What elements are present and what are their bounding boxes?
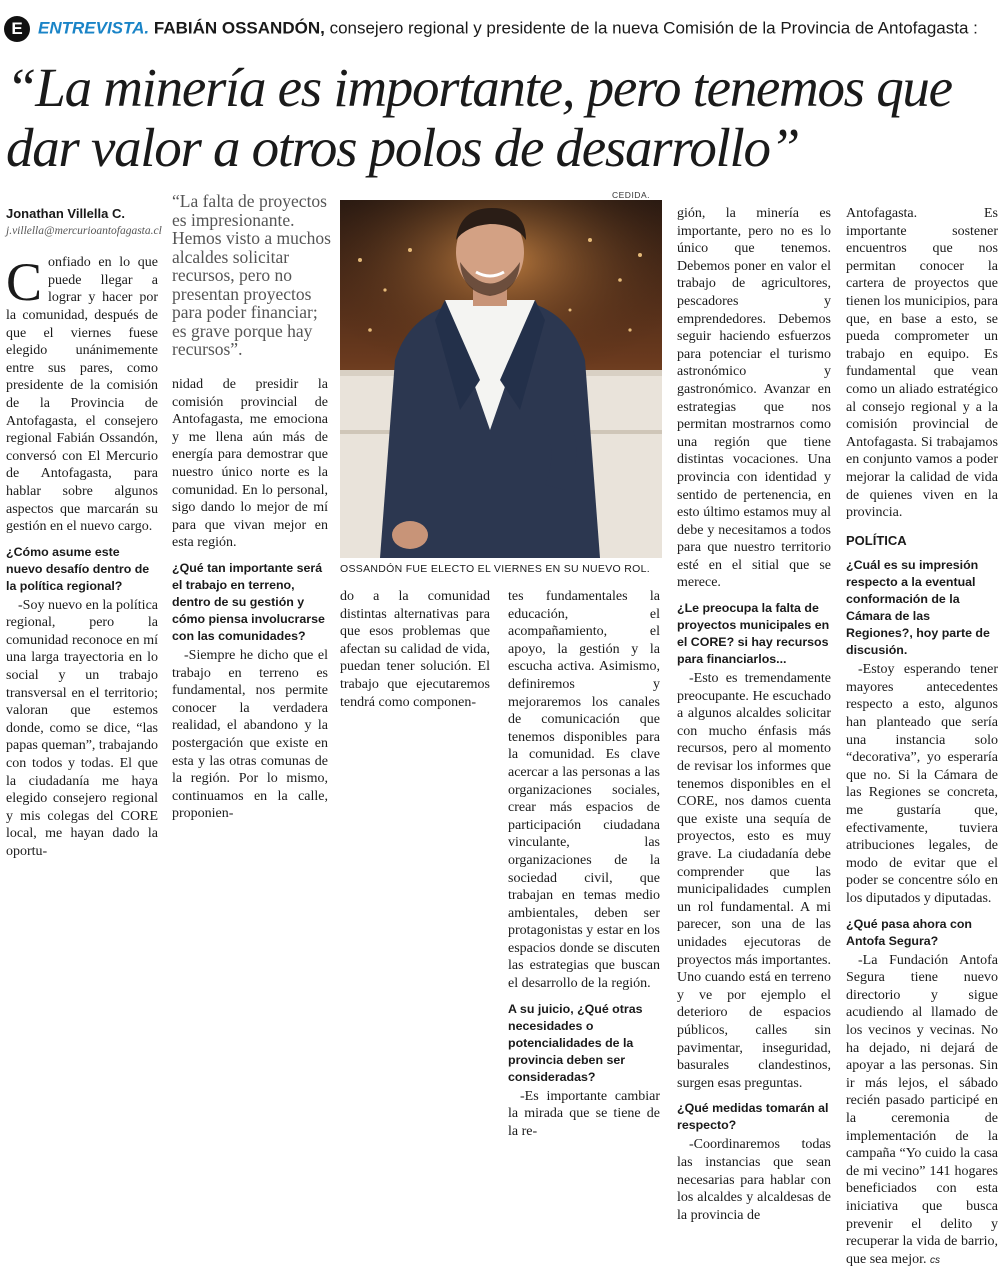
question-7: ¿Qué pasa ahora con Antofa Segura?: [846, 916, 973, 948]
end-mark: cs: [929, 1254, 940, 1266]
photo-credit: CEDIDA.: [612, 190, 650, 200]
byline-email: j.villella@mercurioantofagasta.cl: [6, 224, 162, 237]
answer-5: -Coordinaremos todas las instancias que sean necesarias para hablar con los alcaldes y alcaldesas de la provincia de: [677, 1137, 831, 1223]
answer-1: -Soy nuevo en la política regional, pero la comunidad reconoce en mí una larga trayectoria en lo social y un trabajo transversal en el territorio; valoran que estemos donde, como se dice, “las papas queman”, trabajando con todos y todas. El que la ciudadanía me haya elegido consejero regional y mis colegas del CORE local, me hayan dado la oportu-: [6, 597, 158, 859]
portrait-illustration: [340, 200, 662, 558]
kicker-section: ENTREVISTA.: [38, 18, 150, 38]
answer-2-continued: do a la comunidad distintas alternativas para que esos problemas que afectan su calidad de vida, puedan tener solución. El trabajo que ejecutaremos tendrá como componen-: [340, 589, 490, 710]
portrait-photo: [340, 200, 662, 558]
question-4: ¿Le preocupa la falta de proyectos municipales en el CORE? si hay recursos para financiarlos...: [677, 601, 830, 667]
answer-7-text: -La Fundación Antofa Segura tiene nuevo directorio y sigue acudiendo al llamado de los vecinos y vecinas. No ha dejado, ni dejará de apoyar a las personas. Sin ir más lejos, el sábado recién pasado participé en la ceremonia de implementación de la campaña “Yo cuido la casa de mi vecino” 141 hogares beneficiados con esta iniciativa que busca prevenir el delito y recuperar la vida de barrio, que sea mejor.: [846, 952, 998, 1267]
kicker-line: [4, 16, 994, 44]
column-1: [6, 205, 162, 861]
kicker-description: consejero regional y presidente de la nueva Comisión de la Provincia de Antofagasta :: [324, 18, 978, 38]
headline: “La minería es importante, pero tenemos que dar valor a otros polos de desarrollo”: [6, 57, 952, 178]
question-3: A su juicio, ¿Qué otras necesidades o potencialidades de la provincia deben ser consideradas?: [508, 1001, 643, 1084]
intro-paragraph: [6, 254, 158, 536]
column-6: [846, 205, 998, 1269]
section-badge: E: [4, 16, 30, 42]
answer-1-continued: nidad de presidir la comisión provincial de Antofagasta, me emociona y me llena aún más de energía para demostrar que nuestro único norte es la comunidad. En lo personal, sigo dando lo mejor de mí para que vivan mejor en esta región.: [172, 377, 328, 551]
answer-2: -Siempre he dicho que el trabajo en terreno es fundamental, nos permite conocer la verdadera realidad, el abandono y la postergación que existe en esta y las otras comunas de la región. Por lo mismo, continuamos en la calle, proponien-: [172, 647, 328, 822]
answer-7: [846, 952, 998, 1269]
question-5: ¿Qué medidas tomarán al respecto?: [677, 1101, 829, 1133]
question-2: ¿Qué tan importante será el trabajo en terreno, dentro de su gestión y cómo piensa involucrarse con las comunidades?: [172, 560, 325, 643]
section-heading: POLÍTICA: [846, 532, 907, 548]
kicker-name: FABIÁN OSSANDÓN,: [153, 18, 325, 38]
answer-4: -Esto es tremendamente preocupante. He escuchado a algunos alcaldes solicitar con mucho énfasis más recursos, pero al momento de revisar los informes que tenemos disponibles en el CORE, nos damos cuenta que existe una sequía de proyectos, esto es muy grave. La ciudadanía debe comprender que las municipalidades cumplen un rol fundamental. A mi parecer, son una de las unidades ejecutoras de proyectos más importantes. Uno cuando está en terreno y ve por ejemplo el deterioro de espacios públicos, calles sin pavimentar, inseguridad, basurales clandestinos, surgen esas preguntas.: [677, 671, 831, 1091]
photo-caption: OSSANDÓN FUE ELECTO EL VIERNES EN SU NUEVO ROL.: [340, 563, 650, 575]
intro-text: onfiado en lo que puede llegar a lograr y hacer por la comunidad, después de que el viernes fuese elegido unánimemente entre sus pares, como presidente de la comisión de la Provincia de Antofagasta, el consejero regional Fabián Ossandón, conversó con El Mercurio de Antofagasta, para hablar sobre algunos aspectos que marcarán su gestión en el nuevo cargo.: [6, 255, 158, 535]
question-1: ¿Cómo asume este nuevo desafío dentro de la política regional?: [6, 544, 150, 593]
answer-3: -Es importante cambiar la mirada que se tiene de la re-: [508, 1088, 660, 1139]
answer-3-continued: gión, la minería es importante, pero no es lo único que tenemos. Debemos poner en valor el trabajo de agricultores, pescadores y emprendedores. Debemos seguir haciendo esfuerzos para potenciar el turismo astronómico y gastronómico. Avanzar en estrategias que nos permitan mostrarnos como una región que tiene distintas vocaciones. Una provincia con identidad y sentido de pertenencia, en esto último estamos muy al debe y necesitamos a todos para que nuestro territorio esté en el sitial que se merece.: [677, 206, 831, 591]
answer-2-final: tes fundamentales la educación, el acompañamiento, el apoyo, la gestión y la escucha activa. Asimismo, definiremos y mejoraremos los canales de comunicación que tenemos disponibles para la comunidad. Es clave acercar a las personas a las organizaciones sociales, crear más espacios de participación ciudadana vinculante, las organizaciones de la sociedad civil, que trabajan en temas medio ambientales, deben ser protagonistas y estar en los espacios donde se discuten las estrategias que buscan el desarrollo de la región.: [508, 589, 660, 992]
byline-author: Jonathan Villella C.: [6, 206, 125, 221]
column-2: [172, 376, 328, 823]
question-6: ¿Cuál es su impresión respecto a la eventual conformación de la Cámara de las Regiones?, hoy parte de discusión.: [846, 558, 990, 658]
column-4: [508, 588, 660, 1140]
column-3: [340, 588, 490, 711]
column-5: [677, 205, 831, 1224]
answer-5-continued: Antofagasta. Es importante sostener encuentros que nos permitan conocer la cartera de proyectos que tienen los municipios, para que, en base a esto, se pueda comprometer un trabajo en equipo. Es fundamental que vean como un aliado estratégico al consejo regional y a la comisión provincial de Antofagasta. Si trabajamos en conjunto vamos a poder mejorar la calidad de vida de quienes viven en la provincia.: [846, 206, 998, 521]
pull-quote: “La falta de proyectos es impresionante. Hemos visto a muchos alcaldes solicitar recursos, pero no presentan proyectos para poder financiar; es grave porque hay recursos”.: [172, 191, 331, 359]
drop-cap: C: [6, 252, 43, 313]
answer-6: -Estoy esperando tener mayores antecedentes respecto a esto, algunos han planteado que sería una instancia solo “decorativa”, yo esperaría que no. Si la Cámara de las Regiones se concreta, me gustaría que, efectivamente, tuviera atribuciones legales, de modo de evitar que el poder se concentre sólo en los diputados y diputadas.: [846, 662, 998, 906]
